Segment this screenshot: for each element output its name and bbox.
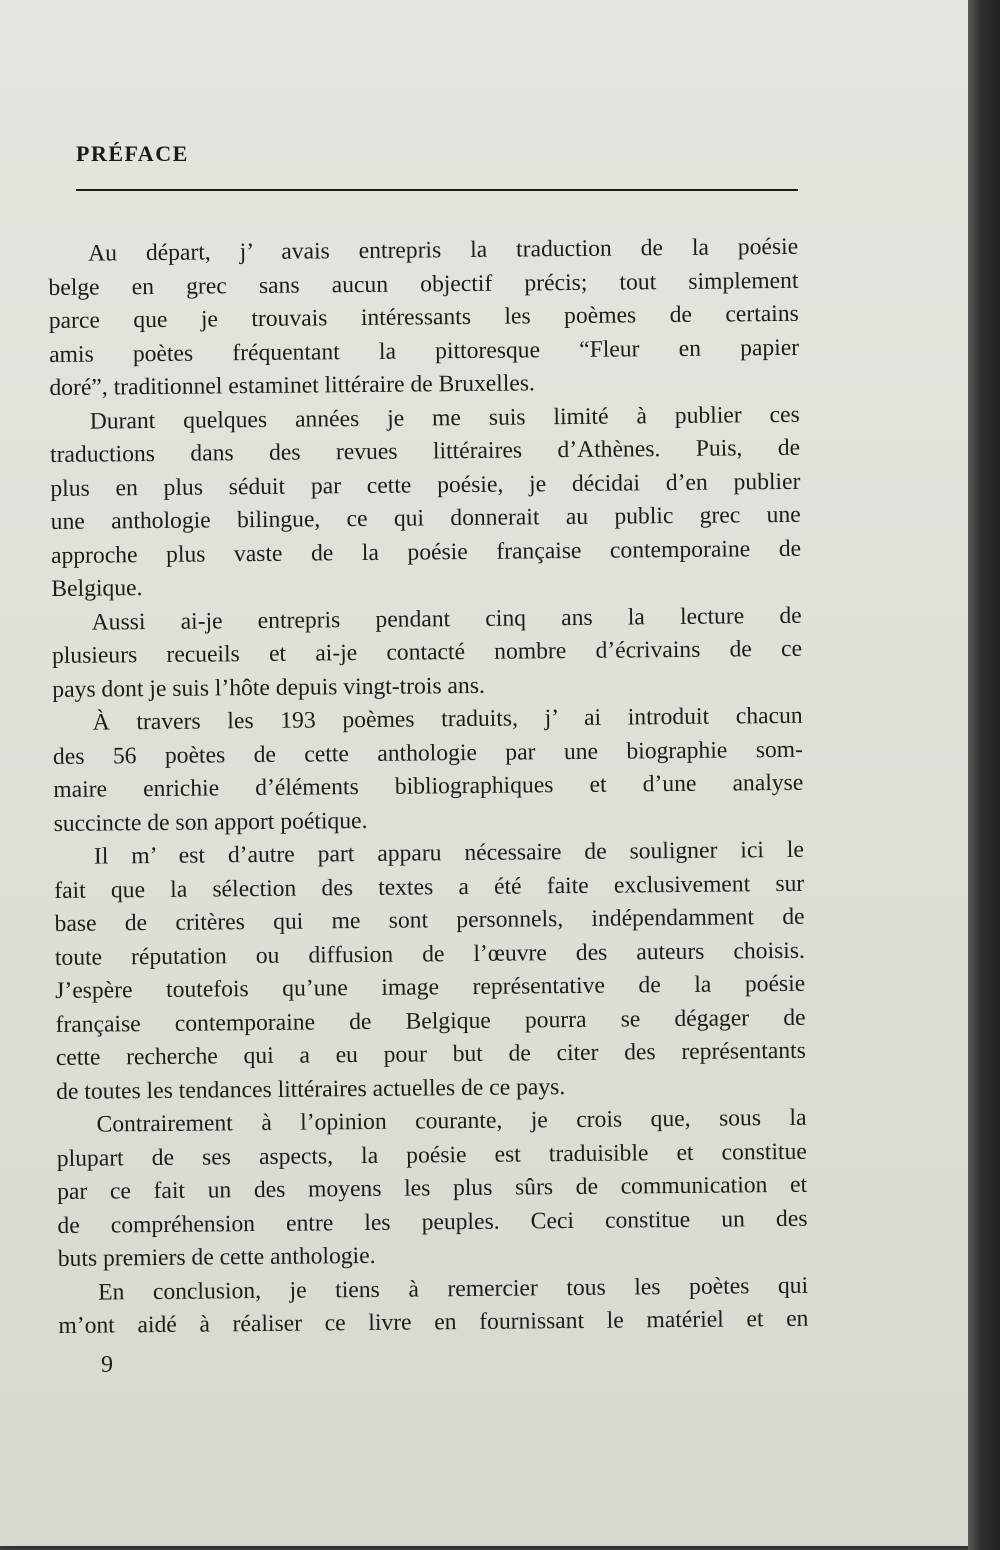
page-title: PRÉFACE bbox=[76, 141, 189, 166]
text-line: belge en grec sans aucun objectif précis; tout simplement bbox=[48, 267, 799, 301]
text-line: base de critères qui me sont personnels, indépendamment de bbox=[54, 903, 805, 937]
paragraph bbox=[58, 1269, 809, 1343]
text-line: fait que la sélection des textes a été faite exclusivement sur bbox=[54, 870, 805, 904]
text-line: En conclusion, je tiens à remercier tous les poètes qui bbox=[97, 1272, 809, 1306]
header-rule-divider bbox=[76, 189, 798, 191]
text-line: plus en plus séduit par cette poésie, je décidai d’en publier bbox=[50, 468, 801, 502]
text-line: Au départ, j’ avais entrepris la traduction de la poésie bbox=[88, 233, 799, 267]
text-line: par ce fait un des moyens les plus sûrs de communication et bbox=[57, 1171, 808, 1205]
text-line: buts premiers de cette anthologie. bbox=[57, 1242, 376, 1272]
text-line: de compréhension entre les peuples. Ceci constitue un des bbox=[57, 1205, 808, 1239]
paragraph bbox=[52, 599, 803, 707]
text-line: française contemporaine de Belgique pourra se dégager de bbox=[55, 1004, 806, 1038]
text-line: plupart de ses aspects, la poésie est traduisible et constitue bbox=[56, 1138, 807, 1172]
text-line: une anthologie bilingue, ce qui donnerait au public grec une bbox=[50, 501, 801, 535]
text-line: amis poètes fréquentant la pittoresque “Fleur en papier bbox=[48, 334, 800, 368]
paragraph bbox=[56, 1102, 808, 1277]
paragraph bbox=[50, 398, 802, 606]
text-line: À travers les 193 poèmes traduits, j’ ai introduit chacun bbox=[92, 702, 803, 736]
text-line: pays dont je suis l’hôte depuis vingt-trois ans. bbox=[52, 672, 485, 703]
text-line: m’ont aidé à réaliser ce livre en fournissant le matériel et en bbox=[58, 1305, 809, 1339]
text-line: des 56 poètes de cette anthologie par une biographie som- bbox=[52, 736, 804, 770]
text-line: succincte de son apport poétique. bbox=[53, 807, 368, 837]
text-line: cette recherche qui a eu pour but de citer des représentants bbox=[55, 1037, 806, 1071]
paragraph bbox=[54, 834, 807, 1109]
text-line: Il m’ est d’autre part apparu nécessaire de souligner ici le bbox=[93, 836, 805, 870]
paragraph bbox=[53, 700, 804, 841]
text-line: parce que je trouvais intéressants les poèmes de certains bbox=[48, 300, 799, 334]
text-line: Belgique. bbox=[51, 575, 143, 602]
body-text bbox=[48, 231, 809, 1344]
text-line: traductions dans des revues littéraires d’Athènes. Puis, de bbox=[49, 434, 801, 468]
text-line: doré”, traditionnel estaminet littéraire de Bruxelles. bbox=[49, 370, 536, 401]
page-header bbox=[76, 140, 798, 168]
text-line: de toutes les tendances littéraires actuelles de ce pays. bbox=[56, 1073, 566, 1105]
text-line: Contrairement à l’opinion courante, je crois que, sous la bbox=[96, 1104, 807, 1138]
text-line: plusieurs recueils et ai-je contacté nombre d’écrivains de ce bbox=[51, 635, 803, 669]
page-number: 9 bbox=[101, 1352, 113, 1378]
text-line: J’espère toutefois qu’une image représentative de la poésie bbox=[55, 970, 806, 1004]
paragraph bbox=[48, 231, 800, 406]
text-line: approche plus vaste de la poésie française contemporaine de bbox=[50, 535, 802, 569]
text-line: Durant quelques années je me suis limité à publier ces bbox=[89, 401, 800, 435]
text-line: Aussi ai-je entrepris pendant cinq ans la lecture de bbox=[91, 602, 802, 636]
book-edge bbox=[968, 0, 1000, 1550]
text-line: toute réputation ou diffusion de l’œuvre des auteurs choisis. bbox=[54, 937, 805, 971]
text-line: maire enrichie d’éléments bibliographiques et d’une analyse bbox=[53, 769, 804, 803]
